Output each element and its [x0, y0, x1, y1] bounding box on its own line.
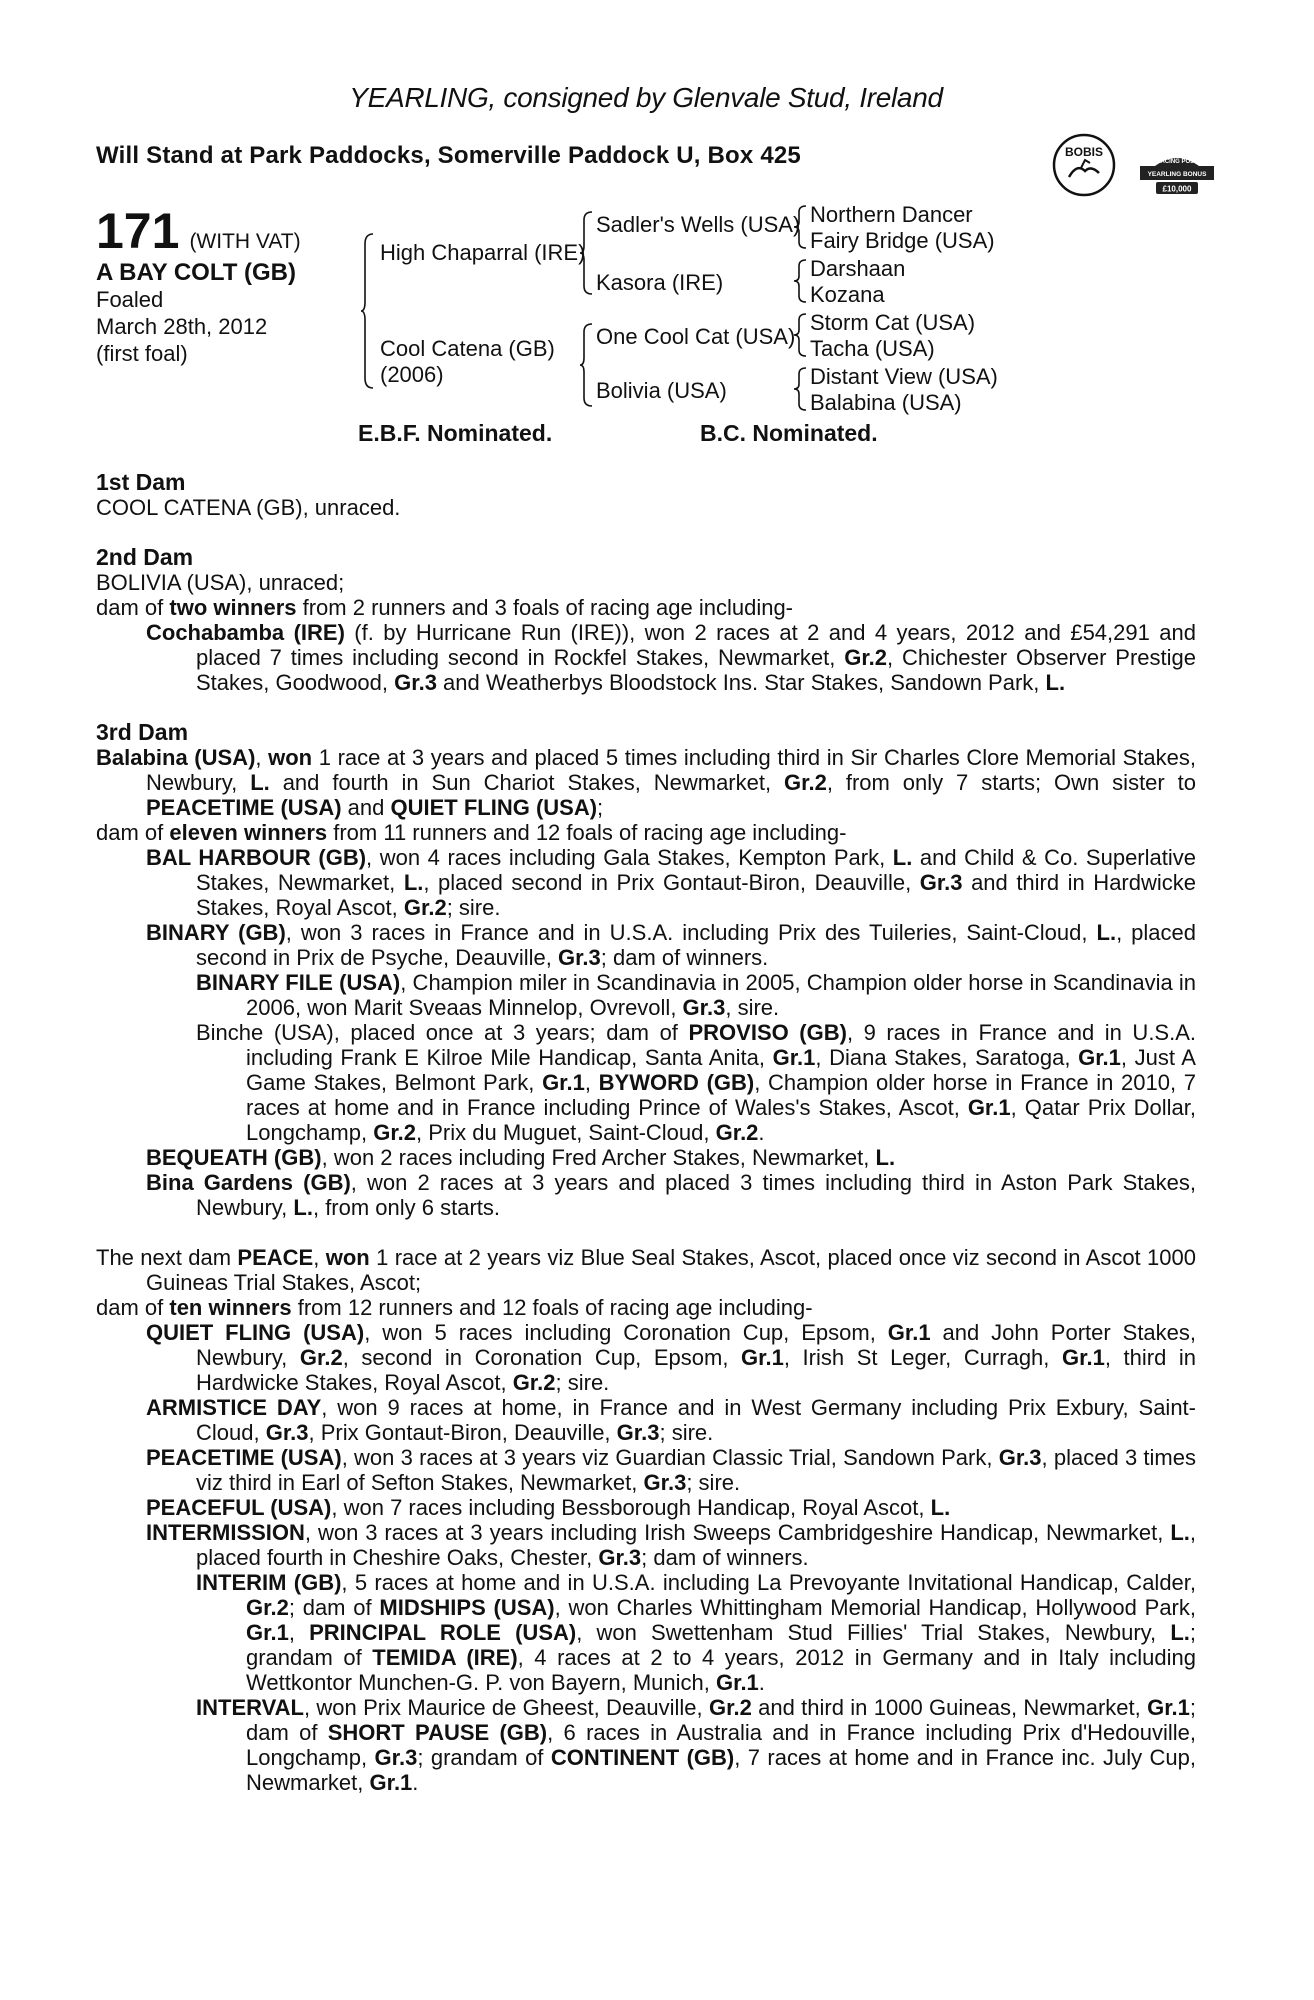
binary-entry: BINARY (GB), won 3 races in France and in U.S.A. including Prix des Tuileries, Saint-Cloud, L., placed second in Prix de Psyche, Deauville, Gr.3; dam of winners.: [146, 920, 1196, 970]
vat-label: (WITH VAT): [189, 230, 301, 253]
stand-location: Will Stand at Park Paddocks, Somerville Paddock U, Box 425: [96, 142, 801, 169]
next-dam-produce-line: dam of ten winners from 12 runners and 12 foals of racing age including-: [96, 1295, 813, 1320]
first-dam-text: COOL CATENA (GB), unraced.: [96, 495, 401, 520]
first-foal-note: (first foal): [96, 341, 188, 366]
pedigree-g6: Tacha (USA): [810, 336, 935, 361]
lot-number: 171: [96, 203, 180, 259]
pedigree-brace-g5: [794, 312, 808, 358]
foaled-label: Foaled: [96, 287, 164, 312]
bonus-logo-text-2: YEARLING BONUS: [1147, 171, 1207, 178]
third-dam-produce-line: dam of eleven winners from 11 runners and 12 foals of racing age including-: [96, 820, 847, 845]
bequeath-entry: BEQUEATH (GB), won 2 races including Fred Archer Stakes, Newmarket, L.: [146, 1145, 896, 1170]
armistice-day-entry: ARMISTICE DAY, won 9 races at home, in France and in West Germany including Prix Exbury, Saint-Cloud, Gr.3, Prix Gontaut-Biron, Deauville, Gr.3; sire.: [146, 1395, 1196, 1445]
first-dam-heading: 1st Dam: [96, 469, 186, 495]
foaled-date: March 28th, 2012: [96, 314, 268, 339]
bc-nominated: B.C. Nominated.: [700, 420, 878, 446]
balabina-entry: Balabina (USA), won 1 race at 3 years and placed 5 times including third in Sir Charles Clore Memorial Stakes, Newbury, L. and fourth in Sun Chariot Stakes, Newmarket, Gr.2, from only 7 starts; Own sister to PEACETIME (USA) and QUIET FLING (USA);: [96, 745, 1197, 820]
bina-gardens-entry: Bina Gardens (GB), won 2 races at 3 years and placed 3 times including third in Aston Park Stakes, Newbury, L., from only 6 starts.: [146, 1170, 1197, 1220]
pedigree-brace-g7: [794, 366, 808, 412]
binche-entry: Binche (USA), placed once at 3 years; dam of PROVISO (GB), 9 races in France and in U.S.A. including Frank E Kilroe Mile Handicap, Santa Anita, Gr.1, Diana Stakes, Saratoga, Gr.1, Just A Game Stakes, Belmont Park, Gr.1, BYWORD (GB), Champion older horse in France in 2010, 7 races at home and in France including Prince of Wales's Stakes, Ascot, Gr.1, Qatar Prix Dollar, Longchamp, Gr.2, Prix du Muguet, Saint-Cloud, Gr.2.: [196, 1020, 1197, 1145]
bonus-logo-text-3: £10,000: [1162, 184, 1192, 194]
pedigree-g7: Distant View (USA): [810, 364, 998, 389]
second-dam-heading: 2nd Dam: [96, 544, 194, 570]
pedigree-g8: Balabina (USA): [810, 390, 962, 415]
pedigree-sire: High Chaparral (IRE): [380, 240, 586, 265]
third-dam-heading: 3rd Dam: [96, 719, 189, 745]
binary-file-entry: BINARY FILE (USA), Champion miler in Scandinavia in 2005, Champion older horse in Scandinavia in 2006, won Marit Sveaas Minnelop, Ovrevoll, Gr.3, sire.: [196, 970, 1196, 1020]
pedigree-g3: Darshaan: [810, 256, 906, 281]
bobis-logo-icon: [1051, 132, 1117, 198]
dam-line-text: [96, 470, 1196, 1795]
pedigree-brace-g1: [794, 204, 808, 250]
cochabamba-entry: Cochabamba (IRE) (f. by Hurricane Run (IRE)), won 2 races at 2 and 4 years, 2012 and £54,291 and placed 7 times including second in Rockfel Stakes, Newmarket, Gr.2, Chichester Observer Prestige Stakes, Goodwood, Gr.3 and Weatherbys Bloodstock Ins. Star Stakes, Sandown Park, L.: [146, 620, 1196, 695]
peacetime-entry: PEACETIME (USA), won 3 races at 3 years viz Guardian Classic Trial, Sandown Park, Gr.3, placed 3 times viz third in Earl of Sefton Stakes, Newmarket, Gr.3; sire.: [146, 1445, 1196, 1495]
intermission-entry: INTERMISSION, won 3 races at 3 years including Irish Sweeps Cambridgeshire Handicap, Newmarket, L., placed fourth in Cheshire Oaks, Chester, Gr.3; dam of winners.: [146, 1520, 1196, 1570]
pedigree-g4: Kozana: [810, 282, 885, 307]
pedigree-sire-sire: Sadler's Wells (USA): [596, 212, 801, 237]
second-dam-line1: BOLIVIA (USA), unraced;: [96, 570, 345, 595]
bal-harbour-entry: BAL HARBOUR (GB), won 4 races including Gala Stakes, Kempton Park, L. and Child & Co. Superlative Stakes, Newmarket, L., placed second in Prix Gontaut-Biron, Deauville, Gr.3 and third in Hardwicke Stakes, Royal Ascot, Gr.2; sire.: [146, 845, 1197, 920]
interim-entry: INTERIM (GB), 5 races at home and in U.S.A. including La Prevoyante Invitational Handicap, Calder, Gr.2; dam of MIDSHIPS (USA), won Charles Whittingham Memorial Handicap, Hollywood Park, Gr.1, PRINCIPAL ROLE (USA), won Swettenham Stud Fillies' Trial Stakes, Newbury, L.; grandam of TEMIDA (IRE), 4 races at 2 to 4 years, 2012 in Germany and in Italy including Wettkontor Munchen-G. P. von Bayern, Munich, Gr.1.: [196, 1570, 1197, 1695]
pedigree-brace-sire: [580, 210, 594, 296]
pedigree-brace-g3: [794, 258, 808, 304]
pedigree-dam: Cool Catena (GB): [380, 336, 555, 361]
next-dam-peace-entry: The next dam PEACE, won 1 race at 2 years viz Blue Seal Stakes, Ascot, placed once viz second in Ascot 1000 Guineas Trial Stakes, Ascot;: [96, 1245, 1196, 1295]
pedigree-g5: Storm Cat (USA): [810, 310, 976, 335]
bobis-logo-text: BOBIS: [1064, 145, 1104, 159]
peaceful-entry: PEACEFUL (USA), won 7 races including Bessborough Handicap, Royal Ascot, L.: [146, 1495, 951, 1520]
pedigree-g1: Northern Dancer: [810, 202, 973, 227]
page-title: YEARLING, consigned by Glenvale Stud, Ireland: [349, 82, 943, 113]
ebf-nominated: E.B.F. Nominated.: [358, 420, 553, 446]
quiet-fling-entry: QUIET FLING (USA), won 5 races including Coronation Cup, Epsom, Gr.1 and John Porter Stakes, Newbury, Gr.2, second in Coronation Cup, Epsom, Gr.1, Irish St Leger, Curragh, Gr.1, third in Hardwicke Stakes, Royal Ascot, Gr.2; sire.: [146, 1320, 1197, 1395]
horse-name: A BAY COLT (GB): [96, 259, 297, 286]
pedigree-sire-dam: Kasora (IRE): [596, 270, 724, 295]
second-dam-produce-line: dam of two winners from 2 runners and 3 foals of racing age including-: [96, 595, 794, 620]
pedigree-brace-dam: [580, 322, 594, 408]
interval-entry: INTERVAL, won Prix Maurice de Gheest, Deauville, Gr.2 and third in 1000 Guineas, Newmarket, Gr.1; dam of SHORT PAUSE (GB), 6 races in Australia and in France including Prix d'Hedouville, Longchamp, Gr.3; grandam of CONTINENT (GB), 7 races at home and in France inc. July Cup, Newmarket, Gr.1.: [196, 1695, 1197, 1795]
bonus-logo-text-1: RACING POST: [1156, 159, 1198, 165]
pedigree-dam-sire: One Cool Cat (USA): [596, 324, 796, 349]
lot-block: [96, 205, 396, 367]
pedigree-g2: Fairy Bridge (USA): [810, 228, 995, 253]
yearling-bonus-logo-icon: [1136, 146, 1218, 202]
pedigree-dam-year: (2006): [380, 362, 444, 387]
pedigree-dam-dam: Bolivia (USA): [596, 378, 727, 403]
pedigree-brace-main: [361, 232, 375, 390]
